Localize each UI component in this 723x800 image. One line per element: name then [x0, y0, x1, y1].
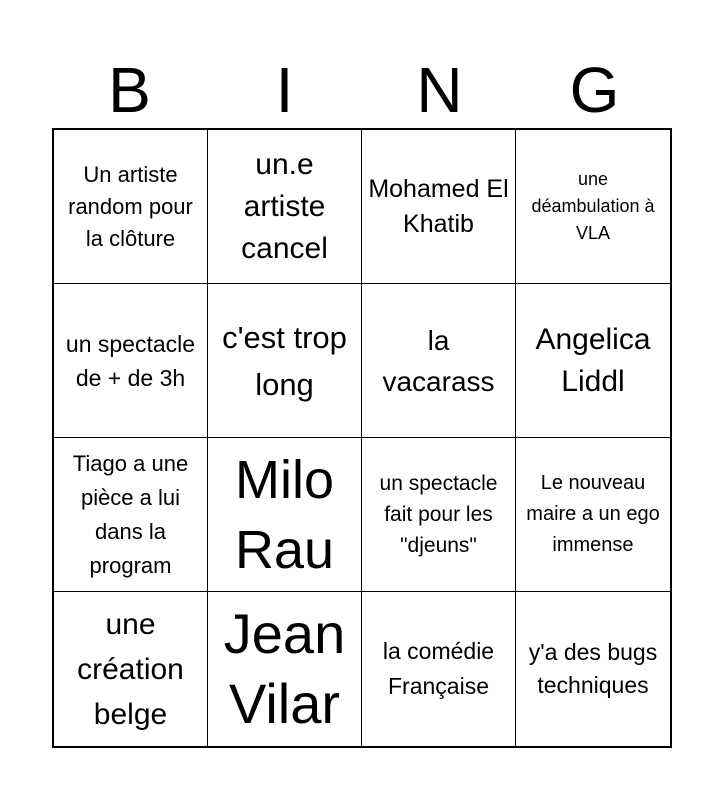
cell-text: Un artiste random pour la clôture	[68, 161, 193, 251]
bingo-header	[52, 52, 672, 128]
cell-text: Jean Vilar	[223, 602, 346, 735]
bingo-cell[interactable]	[54, 130, 208, 284]
cell-text: un spectacle fait pour les "djeuns"	[379, 472, 498, 557]
cell-text: un spectacle de + de 3h	[65, 330, 196, 391]
bingo-cell[interactable]	[208, 438, 362, 592]
bingo-cell[interactable]	[362, 284, 516, 438]
bingo-cell[interactable]	[208, 284, 362, 438]
cell-text: la comédie Française	[382, 638, 495, 699]
cell-text: une création belge	[77, 607, 184, 731]
bingo-cell[interactable]	[516, 130, 670, 284]
bingo-cell[interactable]	[516, 284, 670, 438]
bingo-card-grid	[52, 128, 672, 748]
cell-text: Tiago a une pièce a lui dans la program	[72, 450, 189, 578]
cell-text: un.e artiste cancel	[241, 147, 328, 265]
bingo-cell[interactable]	[516, 438, 670, 592]
cell-text: Milo Rau	[234, 449, 335, 580]
cell-text: la vacarass	[382, 324, 495, 397]
header-letter-b: B	[108, 54, 151, 126]
bingo-cell[interactable]	[362, 130, 516, 284]
cell-text: Angelica Liddl	[535, 322, 651, 398]
cell-text: y'a des bugs techniques	[528, 639, 658, 698]
cell-text: Le nouveau maire a un ego immense	[526, 472, 660, 556]
cell-text: Mohamed El Khatib	[368, 174, 509, 238]
bingo-cell[interactable]	[208, 130, 362, 284]
bingo-cell[interactable]	[54, 284, 208, 438]
bingo-cell[interactable]	[516, 592, 670, 746]
bingo-cell[interactable]	[54, 438, 208, 592]
cell-text: c'est trop long	[222, 319, 347, 402]
bingo-cell[interactable]	[208, 592, 362, 746]
header-letter-g: G	[569, 54, 620, 126]
cell-text: une déambulation à VLA	[531, 169, 655, 243]
bingo-cell[interactable]	[54, 592, 208, 746]
header-letter-n: N	[416, 54, 463, 126]
bingo-cell[interactable]	[362, 592, 516, 746]
bingo-cell[interactable]	[362, 438, 516, 592]
header-letter-i: I	[275, 54, 294, 126]
